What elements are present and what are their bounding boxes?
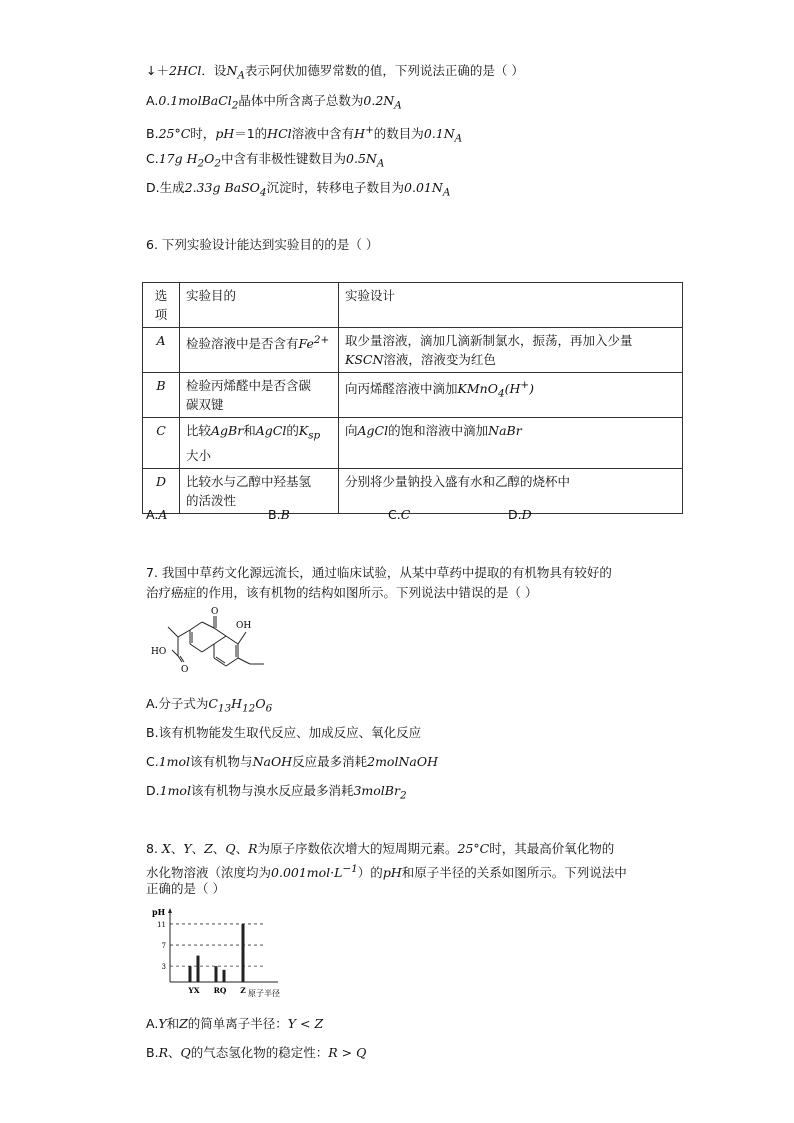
formula: O [255,696,266,711]
tick-label: 7 [161,942,166,951]
label-oh: OH [236,621,252,631]
q8-stem-line2 [146,860,627,882]
subscript: 2 [214,157,221,170]
row-option: B [143,373,180,418]
superscript: −1 [342,863,358,875]
formula: A [158,507,168,522]
text: 水化物溶液（浓度均为 [146,865,272,881]
text: 沉淀时，转移电子数目为 [266,180,405,195]
formula: Y [183,841,192,856]
table-row [143,373,683,418]
text: ＝1的 [234,126,268,142]
formula: K [298,423,309,438]
q7-option-d[interactable] [146,782,407,805]
molecule-structure [148,604,278,682]
label-o-carbonyl: O [211,607,219,617]
formula: molNaOH [375,754,438,769]
text: 分子式为 [158,696,209,711]
q5-option-a[interactable] [146,92,402,115]
text: 的气态氢化物的稳定性： [190,1045,329,1060]
group-label: RQ [213,986,227,995]
text: 的简单离子半径： [187,1016,288,1031]
text: 该有机物能发生取代反应、加成反应、氧化反应 [158,725,422,740]
bar-q [223,970,226,982]
option-label: A. [146,93,159,108]
table-row [143,418,683,469]
formula: mol [167,783,191,798]
formula: 2 [367,754,376,769]
row-option: D [143,468,180,513]
formula: R [248,841,258,856]
row-aim [180,373,339,418]
text: 大小 [186,447,212,463]
text: 比较水与乙醇中羟基氢 [186,473,312,489]
option-label: B. [268,507,281,522]
q6-answer-a[interactable] [146,506,167,524]
subscript: 4 [497,387,505,400]
text: 的数目为 [373,126,424,142]
text: 生成 [159,180,185,195]
formula: pH [382,865,402,881]
q6-answer-c[interactable] [388,506,410,524]
q5-option-b[interactable] [146,121,462,148]
subscript: 2 [231,99,239,112]
formula: 25°C [457,841,490,856]
formula: NaOH [252,754,293,769]
formula: Y [158,1016,167,1031]
formula: 0.1N [423,126,455,142]
option-label: A. [146,1016,159,1031]
formula: R [158,1045,168,1060]
text: 取少量溶液，滴加几滴新制氯水，振荡，再加入少量 [345,333,633,348]
formula: Y < Z [287,1016,324,1031]
subscript: A [237,69,245,82]
row-design: 分别将少量钠投入盛有水和乙醇的烧杯中 [339,468,683,513]
text: 向丙烯醛溶液中滴加 [345,381,458,397]
formula: C [400,507,411,522]
formula: ) [529,381,534,397]
text: 、 [235,841,249,856]
bar-y [189,966,192,982]
formula: R > Q [328,1045,367,1060]
arrow-text: ↓＋ [146,63,169,78]
q8-stem-line1 [146,840,614,858]
q8-stem-line3: 正确的是（ ） [146,881,225,896]
formula: O [204,151,215,166]
ph-radius-chart [148,904,298,1000]
q5-stem [146,62,524,85]
formula: Z [179,1016,188,1031]
subscript: 2 [197,157,205,170]
group-label: YX [188,986,200,995]
formula: 0.1 [158,93,179,108]
header-option: 选项 [143,283,180,328]
formula: 0.2N [363,93,395,108]
formula: 0.01N [404,180,443,195]
option-label: B. [146,725,159,740]
text: 、 [212,841,226,856]
row-aim [180,328,339,373]
formula: 17 [158,151,175,166]
row-design [339,328,683,373]
text: 和原子半径的关系如图所示。下列说法中 [401,865,627,881]
formula: HCl [267,126,292,142]
q8-option-a[interactable] [146,1015,323,1033]
row-option: A [143,328,180,373]
formula: H [231,696,243,711]
header-aim: 实验目的 [180,283,339,328]
formula: KSCN [345,352,384,367]
formula: Q [225,841,236,856]
option-label: D. [146,180,160,195]
tick-label: 3 [161,963,166,972]
text: 向 [345,423,358,438]
superscript: + [520,379,530,391]
option-label: B. [146,1045,159,1060]
subscript: 6 [265,702,273,715]
tick-label: 11 [157,920,166,929]
q7-stem-line2: 治疗癌症的作用，该有机物的结构如图所示。下列说法中错误的是（ ） [146,585,538,600]
option-label: A. [146,507,159,522]
q6-stem: 6. 下列实验设计能达到实验目的的是（ ） [146,237,379,252]
text: 为原子序数依次增大的短周期元素。 [257,841,458,856]
formula: 2HCl [168,63,202,78]
table-header-row [143,283,683,328]
text: 碳双键 [186,397,224,412]
row-aim [180,468,339,513]
table-row [143,328,683,373]
subscript: 13 [217,702,232,715]
formula: 0.001mol·L [271,865,343,881]
formula: N [226,63,238,78]
formula: D [521,507,532,522]
chart-marks [157,921,264,995]
q7-option-b[interactable] [146,724,421,742]
text: ）的 [357,865,383,881]
bar-z [242,924,245,982]
formula: g BaSO [212,180,260,195]
q6-answer-b[interactable] [268,506,290,524]
formula: 2.33 [184,180,213,195]
text: 的 [286,423,299,438]
subscript: A [376,157,385,170]
option-label: A. [146,696,159,711]
subscript: 2 [399,789,407,802]
text: 比较 [186,423,212,438]
q5-option-c[interactable] [146,150,384,173]
q5-option-d[interactable] [146,179,450,202]
option-label: B. [146,126,159,142]
formula: g H [174,151,198,166]
subscript: A [394,99,402,112]
chart-ylabel: pH [152,907,166,917]
formula: X [161,841,171,856]
formula: 1 [159,783,168,798]
formula: B [280,507,290,522]
formula: (H [504,381,521,397]
subscript: 12 [242,702,256,715]
text: 、 [167,1045,181,1060]
formula: mol [166,754,191,769]
text: 检验溶液中是否含有 [186,336,299,352]
formula: KMnO [457,381,498,397]
text: 该有机物与溴水反应最多消耗 [190,783,354,798]
text: 中含有非极性键数目为 [221,151,347,166]
experiment-table [142,282,683,514]
text: 表示阿伏加德罗常数的值，下列说法正确的是（ ） [244,63,524,78]
row-aim [180,418,339,469]
row-option: C [143,418,180,469]
option-label: C. [146,151,159,166]
q6-answer-d[interactable] [508,506,532,524]
formula: 3 [353,783,362,798]
text: 反应最多消耗 [292,754,368,769]
label-o-acid: O [181,665,189,675]
text: 8. [146,841,162,856]
subscript: A [454,132,463,145]
subscript: sp [308,429,321,442]
formula: NaBr [488,423,522,438]
formula: AgBr [211,423,244,438]
text: 检验丙烯醛中是否含碳 [186,378,312,393]
option-label: D. [146,783,160,798]
q7-stem-line1: 7. 我国中草药文化源远流长，通过临床试验，从某中草药中提取的有机物具有较好的 [146,565,612,580]
option-label: C. [388,507,401,522]
text: 和 [243,423,256,438]
option-label: C. [146,754,159,769]
option-label: D. [508,507,522,522]
superscript: 2+ [313,334,330,346]
text: 溶液中含有 [291,126,355,142]
text: 、 [170,841,184,856]
formula: 0.5N [346,151,377,166]
text: ．设 [201,63,227,78]
formula: 1 [158,754,167,769]
text: 、 [191,841,205,856]
text: 和 [166,1016,180,1031]
header-design: 实验设计 [339,283,683,328]
label-ho: HO [151,647,167,657]
chart-xlabel: 原子半径 [248,989,280,998]
row-design [339,373,683,418]
text: 溶液，溶液变为红色 [383,352,496,367]
subscript: A [442,186,451,199]
bar-r [215,966,218,982]
superscript: + [365,124,374,136]
group-label: Z [240,986,246,995]
q7-option-a[interactable] [146,695,272,718]
table-row [143,468,683,513]
subscript: 4 [259,186,267,199]
formula: molBaCl [178,93,232,108]
text: 时， [190,126,216,142]
formula: AgCl [255,423,287,438]
formula: Q [180,1045,191,1060]
formula: pH [215,126,235,142]
row-design [339,418,683,469]
formula: 25°C [158,126,191,142]
formula: C [208,696,218,711]
text: 晶体中所含离子总数为 [238,93,364,108]
formula: Fe [298,336,314,352]
q7-option-c[interactable] [146,753,438,771]
q8-option-b[interactable] [146,1044,366,1062]
bar-x [197,956,200,982]
text: 时，其最高价氧化物的 [489,841,615,856]
text: 的饱和溶液中滴加 [388,423,489,438]
formula: AgCl [357,423,389,438]
formula: molBr [361,783,400,798]
text: 的活泼性 [186,492,237,508]
formula: Z [204,841,213,856]
text: 该有机物与 [190,754,253,769]
formula: H [354,126,366,142]
